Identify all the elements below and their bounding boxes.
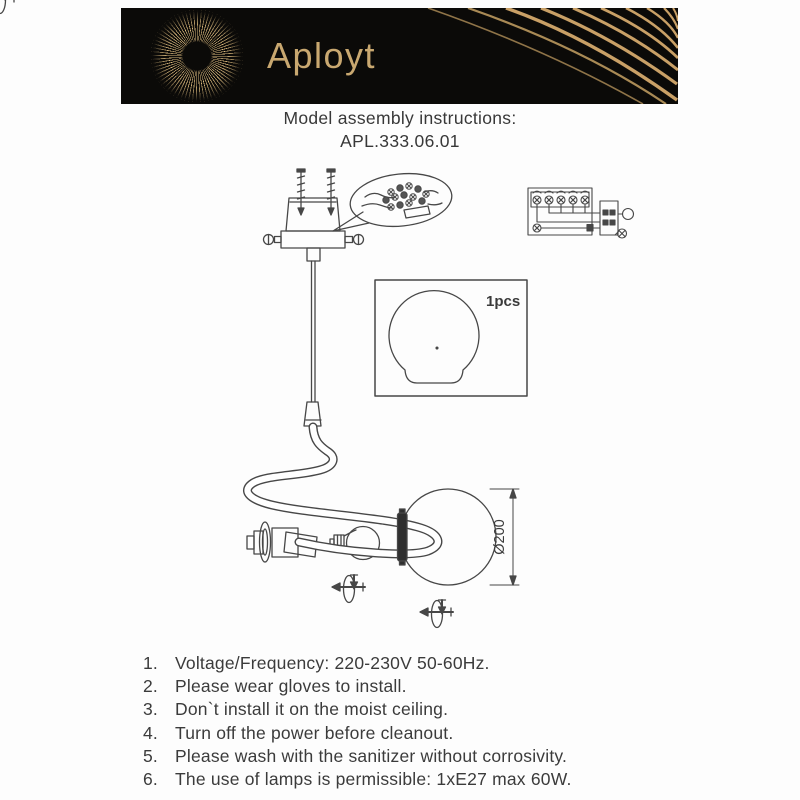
list-item [143,698,572,721]
diameter-label: Ø200 [492,519,508,555]
item-number: 2. [143,676,158,697]
item-text: Turn off the power before cleanout. [175,722,454,743]
list-item [143,675,572,698]
item-number: 4. [143,722,158,743]
list-item [143,745,572,768]
item-number: 5. [143,745,158,766]
title-line: Model assembly instructions: [283,108,517,128]
item-text: Please wear gloves to install. [175,676,407,697]
list-item [143,652,572,675]
model-number: APL.333.06.01 [340,131,460,151]
rotate-direction-icon [0,0,16,14]
list-item [143,722,572,745]
terminal-callout-balloon [333,169,454,231]
wiring-diagram [528,188,634,238]
list-item [143,768,572,791]
item-number: 1. [143,653,158,673]
pendant-lamp-drawing [247,261,438,562]
ceiling-canopy-drawing [264,169,364,261]
parts-count-label: 1pcs [486,293,521,310]
instruction-list [143,652,572,791]
item-text: Voltage/Frequency: 220-230V 50-60Hz. [175,653,490,673]
item-text: Please wash with the sanitizer without corrosivity. [175,745,568,766]
item-text: Don`t install it on the moist ceiling. [175,699,449,720]
item-number: 6. [143,769,158,790]
brand-name: Aployt [267,35,377,76]
item-text: The use of lamps is permissible: 1xE27 max 60W. [175,769,572,790]
item-number: 3. [143,699,158,720]
